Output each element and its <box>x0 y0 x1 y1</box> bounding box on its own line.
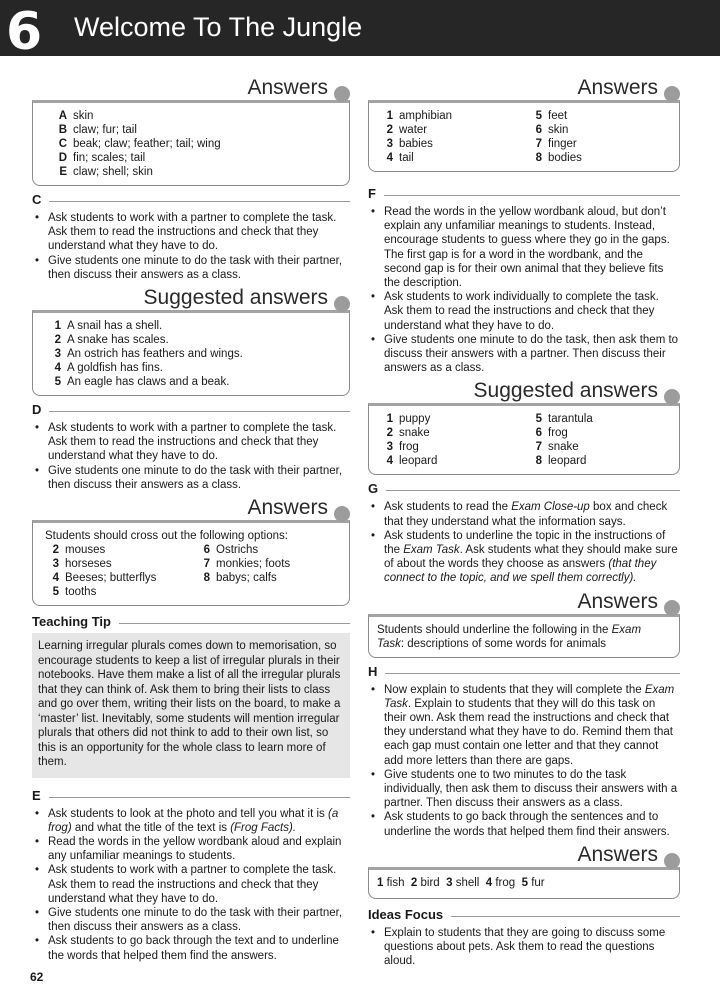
list-item: • Ask students to work individually to complete the task. Ask them to read the instructions and check that they understand what they have to do. <box>368 290 680 333</box>
unit-title: Welcome To The Jungle <box>74 12 363 42</box>
item-text: A goldfish has fins. <box>67 362 163 375</box>
section-h-bullets <box>368 683 680 839</box>
list-item: • Explain to students that they are going to discuss some questions about pets. Ask them to read the questions aloud. <box>368 926 680 969</box>
unit-number: 6 <box>6 2 42 62</box>
list-item: • Now explain to students that they will complete the Exam Task. Explain to students that they will do this task on their own. Ask them read the instructions and check that they understand what they have to do. Remind them that each gap must contain one letter and that they cannot add more letters than there are gaps. <box>368 683 680 768</box>
section-g-heading: G <box>368 481 680 496</box>
section-c-bullets <box>32 211 350 282</box>
suggested-answers-box-c: Suggested answers 1 A snail has a shell. 2 A snake has scales. 3 An ostrich has feathers and wings. 4 A goldfish has fins. 5 An eagle has claws and a beak. <box>32 284 350 396</box>
teaching-tip-heading: Teaching Tip <box>32 614 350 629</box>
unit-header <box>0 0 720 62</box>
page-number: 62 <box>30 970 44 984</box>
answers-box-h: Answers 1 fish 2 bird 3 shell 4 frog 5 fur <box>368 841 680 899</box>
answers-box-g: Answers Students should underline the following in the Exam Task: descriptions of some words for animals <box>368 588 680 658</box>
list-item: • Ask students to read the Exam Close-up box and check that they understand what the information says. <box>368 500 680 528</box>
answers-box-b <box>32 74 350 186</box>
section-d-heading: D <box>32 402 350 417</box>
box-title: Suggested answers <box>143 286 328 310</box>
item-letter: D <box>58 152 67 164</box>
section-e-bullets <box>32 807 350 963</box>
dot-icon <box>664 853 680 869</box>
teaching-tip-text: Learning irregular plurals comes down to memorisation, so encourage students to keep a list of irregular plurals in their notebooks. Have them make a list of all the irregular plurals that they can think of. Ask them to bring their lists to class and go over them, writing their lists on the board, to make a ‘master’ list. Inevitably, some students will mention irregular plurals that others did not think to add to their own list, so this is an opportunity for the whole class to learn more of them. <box>32 633 350 778</box>
box-title: Answers <box>247 496 328 520</box>
section-f-bullets <box>368 205 680 375</box>
box-intro: Students should cross out the following options: <box>45 530 288 543</box>
item-text: skin <box>73 110 94 122</box>
dot-icon <box>664 86 680 102</box>
right-column <box>368 74 680 969</box>
list-item: • Ask students to work with a partner to complete the task. Ask them to read the instructions and check that they understand what they have to do. <box>32 421 350 464</box>
box-title: Answers <box>577 76 658 99</box>
section-c-heading: C <box>32 192 350 207</box>
dot-icon <box>664 389 680 405</box>
dot-icon <box>334 86 350 102</box>
list-item: • Read the words in the yellow wordbank aloud and explain any unfamiliar meanings to students. <box>32 835 350 863</box>
left-column <box>32 74 350 963</box>
list-item: • Ask students to look at the photo and tell you what it is (a frog) and what the title of the text is (Frog Facts). <box>32 807 350 835</box>
section-g-bullets <box>368 500 680 585</box>
list-item: • Give students one minute to do the task with their partner, then discuss their answers as a class. <box>32 254 350 282</box>
section-h-heading: H <box>368 664 680 679</box>
box-title: Answers <box>247 76 328 99</box>
ideas-focus-heading: Ideas Focus <box>368 907 680 922</box>
item-text: A snail has a shell. <box>67 320 163 333</box>
item-letter: C <box>58 138 67 150</box>
dot-icon <box>334 506 350 522</box>
section-e-heading: E <box>32 788 350 803</box>
item-text: beak; claw; feather; tail; wing <box>73 138 221 150</box>
item-letter: E <box>59 166 67 178</box>
ideas-focus-bullets <box>368 926 680 969</box>
item-text: An ostrich has feathers and wings. <box>67 348 243 361</box>
list-item: • Give students one minute to do the task with their partner, then discuss their answers as a class. <box>32 464 350 492</box>
box-title: Suggested answers <box>473 379 658 403</box>
section-d-bullets <box>32 421 350 492</box>
box-title: Answers <box>577 842 658 866</box>
list-item: • Ask students to work with a partner to complete the task. Ask them to read the instructions and check that they understand what they have to do. <box>32 863 350 906</box>
suggested-answers-box-f: Suggested answers 1 puppy 2 snake 3 frog 4 leopard 5 tarantula 6 frog 7 snake 8 leopard <box>368 377 680 475</box>
section-f-heading: F <box>368 186 680 201</box>
list-item: • Ask students to go back through the sentences and to underline the words that helped them find their answers. <box>368 810 680 838</box>
list-item: • Give students one minute to do the task, then ask them to discuss their answers with a partner. Then discuss their answers as a class. <box>368 333 680 376</box>
list-item: • Give students one minute to do the task with their partner, then discuss their answers as a class. <box>32 906 350 934</box>
dot-icon <box>664 600 680 616</box>
item-text: An eagle has claws and a beak. <box>67 376 230 389</box>
item-text: claw; fur; tail <box>73 124 137 136</box>
item-letter: B <box>58 124 67 136</box>
list-item: • Read the words in the yellow wordbank aloud, but don’t explain any unfamiliar meanings to students. Instead, encourage students to guess where they go in the gaps. The first gap is for a word in the wordbank, and the second gap is for their own animal that they believe fits the description. <box>368 205 680 290</box>
list-item: • Ask students to go back through the text and to underline the words that helped them find the answers. <box>32 934 350 962</box>
list-item: • Give students one to two minutes to do the task individually, then ask them to discuss their answers with a partner. Then discuss their answers as a class. <box>368 768 680 811</box>
dot-icon <box>334 296 350 312</box>
item-letter: A <box>58 110 67 122</box>
item-text: A snake has scales. <box>67 334 169 347</box>
item-text: fin; scales; tail <box>73 152 146 164</box>
list-item: • Ask students to underline the topic in the instructions of the Exam Task. Ask students what they should make sure of about the words they choose as answers (that they connect to the topic, and we spell them correctly). <box>368 529 680 586</box>
list-item: • Ask students to work with a partner to complete the task. Ask them to read the instructions and check that they understand what they have to do. <box>32 211 350 254</box>
item-text: claw; shell; skin <box>73 166 153 178</box>
answers-box-d: Answers Students should cross out the following options: 2 mouses 3 horseses 4 Beeses; butterflys 5 tooths 6 Ostrichs 7 monkies; foots 8 babys; calfs <box>32 494 350 606</box>
box-title: Answers <box>577 589 658 613</box>
answers-box-e: Answers 1 amphibian 2 water 3 babies 4 tail 5 feet 6 skin 7 finger 8 bodies <box>368 74 680 172</box>
